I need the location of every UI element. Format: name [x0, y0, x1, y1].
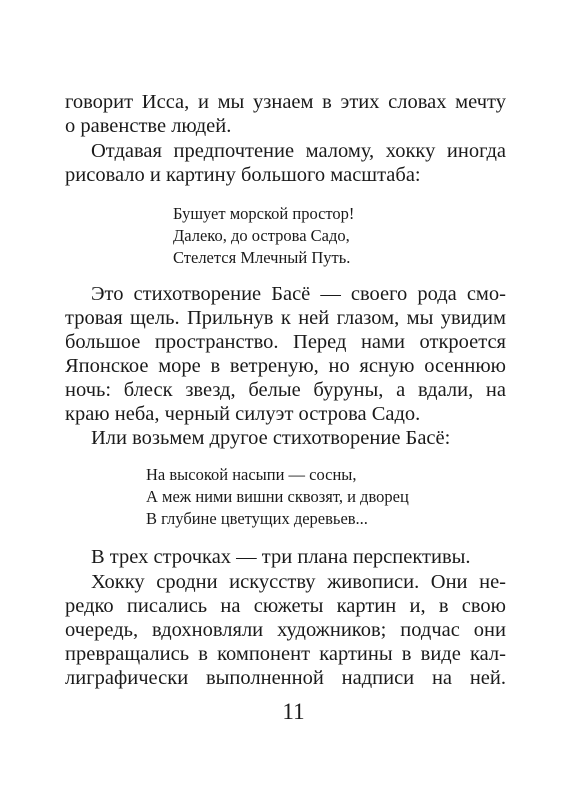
text-line: Или возьмем другое стихотворение Басё: — [91, 427, 451, 449]
text-line: В трех строчках — три плана перспективы. — [91, 546, 471, 568]
text-line: Хокку сродни искусству живописи. Они не- — [91, 571, 506, 593]
verse-line: На высокой насыпи — сосны, — [146, 465, 357, 484]
verse-line: В глубине цветущих деревьев... — [146, 509, 368, 528]
text-line: редко писались на сюжеты картин и, в свою — [65, 595, 506, 617]
text-line: ночь: блеск звезд, белые буруны, а вдали, на — [65, 379, 506, 401]
text-line: Японское море в ветреную, но ясную осеннюю — [65, 355, 506, 377]
verse-line: Далеко, до острова Садо, — [173, 226, 350, 245]
text-line: рисовало и картину большого масштаба: — [65, 164, 421, 186]
text-line: Отдавая предпочтение малому, хокку иногда — [91, 140, 506, 162]
text-line: большое пространство. Перед нами откроется — [65, 331, 506, 353]
text-line: говорит Исса, и мы узнаем в этих словах мечту — [65, 91, 506, 113]
text-line: тровая щель. Прильнув к ней глазом, мы увидим — [65, 307, 506, 329]
text-line: краю неба, черный силуэт острова Садо. — [65, 403, 421, 425]
verse-line: А меж ними вишни сквозят, и дворец — [146, 487, 409, 506]
verse-line: Стелется Млечный Путь. — [173, 248, 351, 267]
text-line: очередь, вдохновляли художников; подчас они — [65, 619, 506, 641]
text-line: превращались в компонент картины в виде кал- — [65, 643, 506, 665]
text-line: о равенстве людей. — [65, 115, 232, 137]
text-line: лиграфически выполненной надписи на ней. — [65, 667, 506, 689]
page-number: 11 — [282, 699, 305, 724]
verse-line: Бушует морской простор! — [173, 204, 355, 223]
text-line: Это стихотворение Басё — своего рода смо- — [91, 283, 506, 305]
